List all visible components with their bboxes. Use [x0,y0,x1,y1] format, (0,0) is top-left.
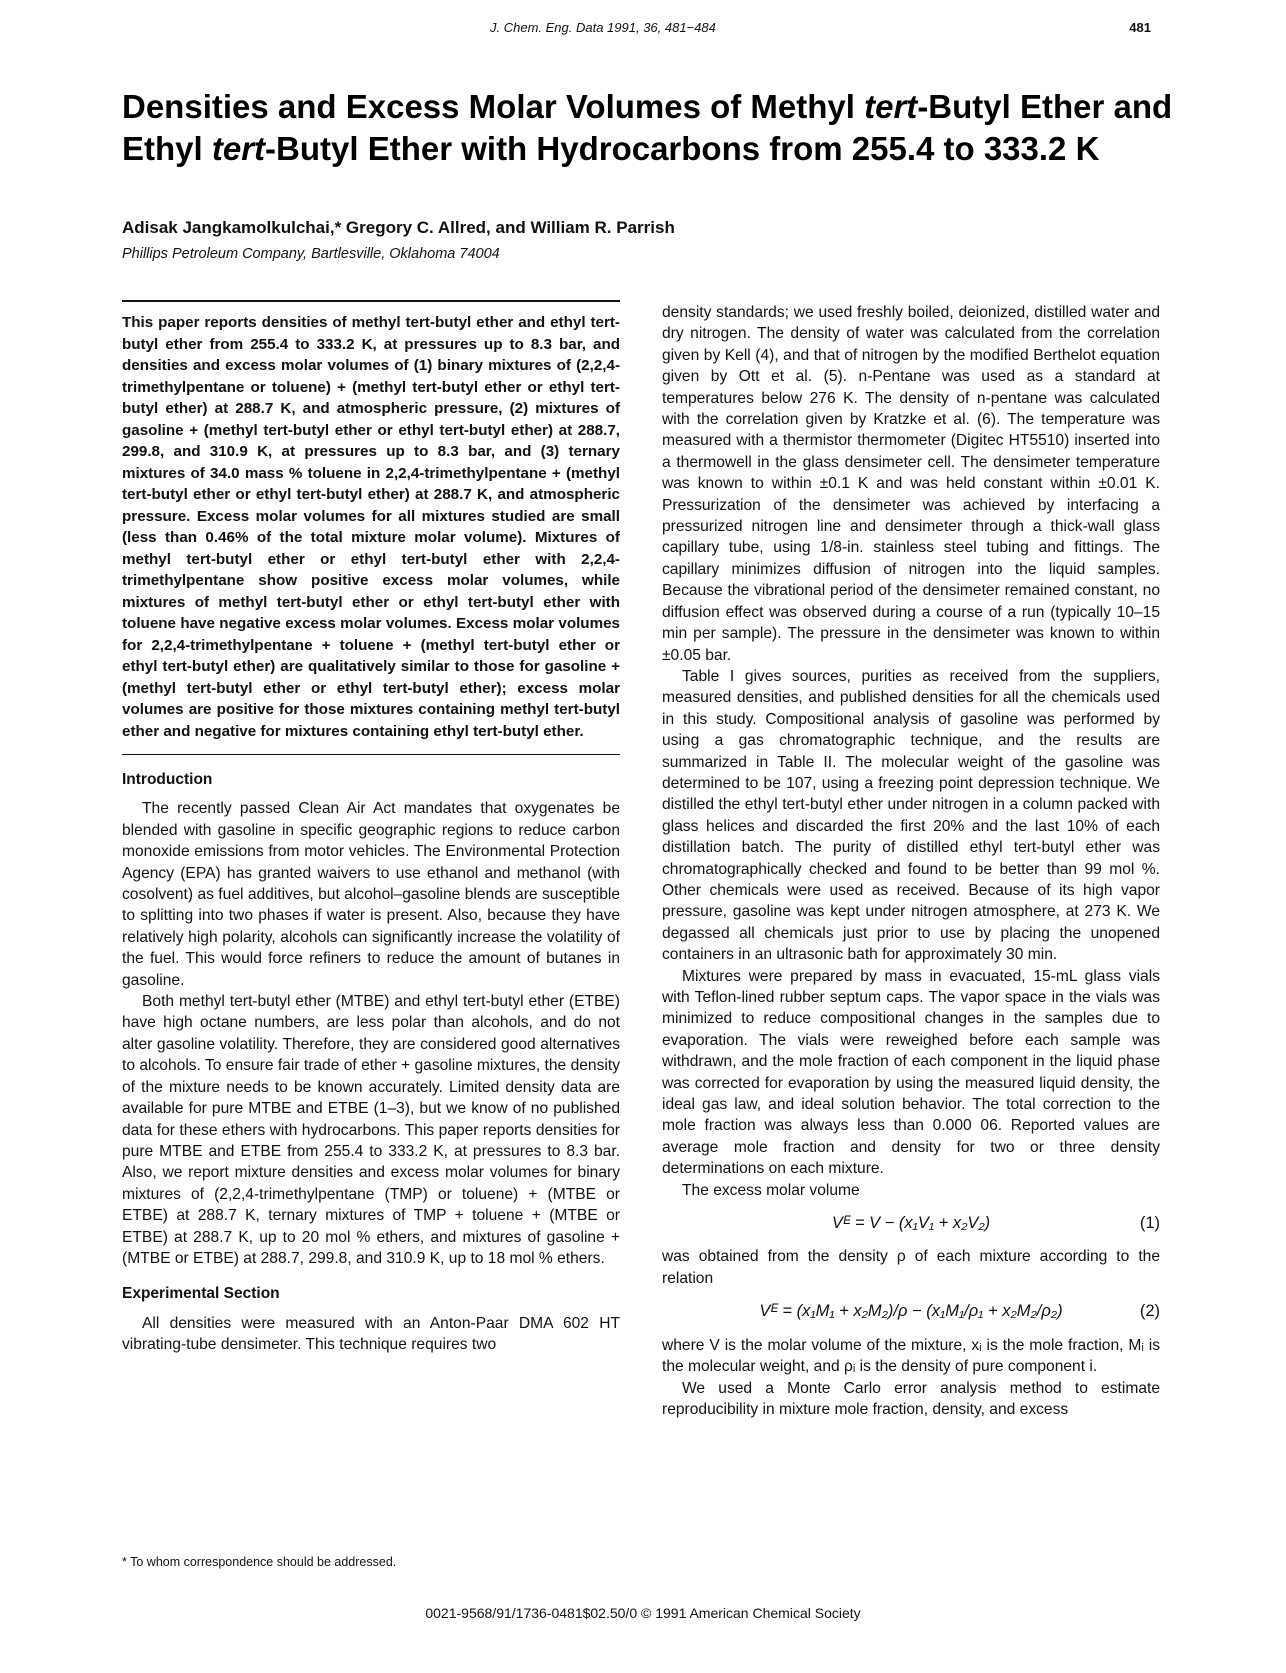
intro-paragraph-2: Both methyl tert-butyl ether (MTBE) and ethyl tert-butyl ether (ETBE) have high octane numbers, are less polar than alcohols, and do not alter gasoline volatility. Therefore, they are considered good alternatives to alcohols. To ensure fair trade of ether + gasoline mixtures, the density of the mixture needs to be known accurately. Limited density data are available for pure MTBE and ETBE (1–3), but we know of no published data for these ethers with hydrocarbons. This paper reports densities for pure MTBE and ETBE from 255.4 to 333.2 K, at pressures to 8.3 bar. Also, we report mixture densities and excess molar volumes for binary mixtures of (2,2,4-trimethylpentane (TMP) or toluene) + (MTBE or ETBE) at 288.7 K, ternary mixtures of TMP + toluene + (MTBE or ETBE) at 288.7 K, up to 20 mol % ethers, and mixtures of gasoline + (MTBE or ETBE) at 288.7, 299.8, and 310.9 K, up to 18 mol % ethers. [122,993,620,1267]
experimental-paragraph-1: All densities were measured with an Anton-Paar DMA 602 HT vibrating-tube densimeter. This technique requires two [122,1314,620,1354]
equation-1 [662,1213,1160,1234]
equation-2-number: (2) [1139,1302,1160,1321]
intro-paragraph-1: The recently passed Clean Air Act mandates that oxygenates be blended with gasoline in specific geographic regions to reduce carbon monoxide emissions from motor vehicles. The Environmental Protection Agency (EPA) has granted waivers to use ethanol and methanol (with cosolvent) as fuel additives, but alcohol–gasoline blends are susceptible to splitting into two phases if water is present. Also, because they have relatively high polarity, alcohols can significantly increase the volatility of the fuel. This would force refiners to reduce the amount of butanes in gasoline. [122,800,620,989]
introduction-heading: Introduction [122,771,213,788]
right-paragraph-6: where V is the molar volume of the mixture, xᵢ is the mole fraction, Mᵢ is the molecular weight, and ρᵢ is the density of pure component i. [662,1336,1160,1376]
abstract-top-rule [122,300,620,302]
page-number: 481 [1129,20,1151,35]
abstract: This paper reports densities of methyl tert-butyl ether and ethyl tert-butyl ether from 255.4 to 333.2 K, at pressures up to 8.3 bar, and densities and excess molar volumes of (1) binary mixtures of (2,2,4-trimethylpentane or toluene) + (methyl tert-butyl ether or ethyl tert-butyl ether) at 288.7 K, and atmospheric pressure, (2) mixtures of gasoline + (methyl tert-butyl ether or ethyl tert-butyl ether) at 288.7, 299.8, and 310.9 K, at pressures up to 8.3 bar, and (3) ternary mixtures of 34.0 mass % toluene in 2,2,4-trimethylpentane + (methyl tert-butyl ether or ethyl tert-butyl ether) at 288.7 K, and atmospheric pressure. Excess molar volumes for all mixtures studied are small (less than 0.46% of the total mixture molar volume). Mixtures of methyl tert-butyl ether or ethyl tert-butyl ether with 2,2,4-trimethylpentane show positive excess molar volumes, while mixtures of methyl tert-butyl ether or ethyl tert-butyl ether with toluene have negative excess molar volumes. Excess molar volumes for 2,2,4-trimethylpentane + toluene + (methyl tert-butyl ether or ethyl tert-butyl ether) are qualitatively similar to those for gasoline + (methyl tert-butyl ether or ethyl tert-butyl ether); excess molar volumes are positive for those mixtures containing methyl tert-butyl ether and negative for mixtures containing ethyl tert-butyl ether. [122,314,620,740]
right-paragraph-1: density standards; we used freshly boiled, deionized, distilled water and dry nitrogen. The density of water was calculated from the correlation given by Kell (4), and that of nitrogen by the modified Berthelot equation given by Ott et al. (5). n-Pentane was used as a standard at temperatures below 276 K. The density of n-pentane was calculated with the correlation given by Kratzke et al. (6). The temperature was measured with a thermistor thermometer (Digitec HT5510) inserted into a thermowell in the glass densimeter cell. The densimeter temperature was known to within ±0.1 K and was held constant within ±0.01 K. Pressurization of the densimeter was achieved by interfacing a pressurized nitrogen line and densimeter through a thick-wall glass capillary tube, using 1/8-in. stainless steel tubing and fittings. The capillary minimizes diffusion of nitrogen into the liquid samples. Because the vibrational period of the densimeter remained constant, no diffusion effect was observed during a course of a run (typically 10–15 min per sample). The pressure in the densimeter was known to within ±0.05 bar. [662,304,1160,664]
equation-1-body: Vᴱ = V − (x₁V₁ + x₂V₂) [831,1214,991,1233]
affiliation: Phillips Petroleum Company, Bartlesville, Oklahoma 74004 [122,246,500,262]
right-paragraph-7: We used a Monte Carlo error analysis method to estimate reproducibility in mixture mole fraction, density, and excess [662,1379,1160,1418]
equation-2-body: Vᴱ = (x₁M₁ + x₂M₂)/ρ − (x₁M₁/ρ₁ + x₂M₂/ρ₂) [759,1302,1063,1321]
right-paragraph-5: was obtained from the density ρ of each mixture according to the relation [662,1248,1160,1287]
left-column [122,300,620,1356]
right-paragraph-3: Mixtures were prepared by mass in evacuated, 15-mL glass vials with Teflon-lined rubber septum caps. The vapor space in the vials was minimized to reduce compositional changes in the samples due to evaporation. The vials were reweighed before each sample was withdrawn, and the mole fraction of each component in the liquid phase was corrected for evaporation by using the measured liquid density, the ideal gas law, and ideal solution behavior. The total correction to the mole fraction was always less than 0.000 06. Reported values are average mole fraction and density for two or three density determinations on each mixture. [662,967,1160,1178]
right-paragraph-2: Table I gives sources, purities as received from the suppliers, measured densities, and published densities for all the chemicals used in this study. Compositional analysis of gasoline was performed by using a gas chromatographic technique, and the results are summarized in Table II. The molecular weight of the gasoline was determined to be 107, using a freezing point depression technique. We distilled the ethyl tert-butyl ether under nitrogen in a column packed with glass helices and discarded the first 20% and the last 10% of each distillation batch. The purity of distilled ethyl tert-butyl ether was chromatographically checked and found to be better than 99 mol %. Other chemicals were used as received. Because of its high vapor pressure, gasoline was kept under nitrogen atmosphere, at 273 K. We degassed all chemicals just prior to use by placing the unopened containers in an ultrasonic bath for approximately 30 min. [662,667,1160,964]
copyright-footer: 0021-9568/91/1736-0481$02.50/0 © 1991 American Chemical Society [425,1605,861,1621]
journal-citation: J. Chem. Eng. Data 1991, 36, 481−484 [490,20,716,35]
abstract-bottom-rule [122,754,620,755]
equation-2 [662,1301,1160,1322]
correspondence-footnote: * To whom correspondence should be addressed. [122,1555,397,1569]
paper-title: Densities and Excess Molar Volumes of Methyl tert-Butyl Ether and Ethyl tert-Butyl Ether with Hydrocarbons from 255.4 to 333.2 K [122,88,1173,167]
right-column [662,302,1160,1420]
authors: Adisak Jangkamolkulchai,* Gregory C. Allred, and William R. Parrish [122,218,675,237]
right-paragraph-4: The excess molar volume [682,1181,860,1199]
equation-1-number: (1) [1139,1214,1160,1233]
experimental-heading: Experimental Section [122,1285,280,1303]
